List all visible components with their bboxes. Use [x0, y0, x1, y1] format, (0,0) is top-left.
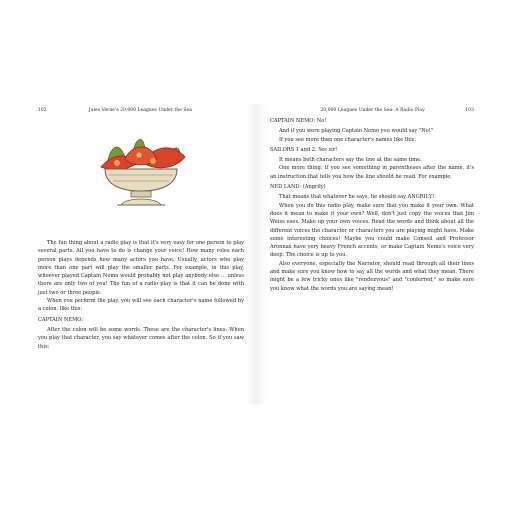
paragraph: When you do this radio play, make sure that you make it your own. What does it mean to make it your own? Well, don't just copy the voices that Jim Weiss uses. Make up your own voices. Read the words and think about all the different voices the character or characters you are playing might have. Make some interesting choices! Maybe you could make Conseil and Professor Aronnax have very heavy French accents, or make Captain Nemo's voice very deep. The choice is up to you.	[270, 202, 474, 259]
paragraph: After the colon will be some words. These are the character's lines. When you play that character, you say whatever comes after the colon. So if you saw this:	[38, 326, 244, 350]
page-number: 103	[465, 108, 474, 113]
left-page-body	[38, 239, 244, 351]
paragraph: If you see more than one character's names like this:	[279, 136, 417, 143]
paragraph: One more thing: If you see something in parentheses after the name, it's an instruction that tells you how the line should be read. For example,	[270, 165, 474, 180]
paragraph: Also everyone, especially the Narrator, should read through all their lines and make sure you know how to say all the words and what they mean. There might be a few tricky ones like "rendezvous" and "conferred," so make sure you know what the words you are saying mean!	[270, 260, 474, 292]
illustration-svg	[87, 119, 195, 219]
page-number: 102	[38, 108, 47, 113]
speaker-example: NED LAND: (Angrily)	[270, 184, 326, 191]
running-head-left	[38, 108, 244, 113]
right-page	[256, 104, 484, 404]
paragraph: And if you were playing Captain Nemo you would say "No!"	[279, 128, 434, 135]
paragraph: The fun thing about a radio play is that it's very easy for one person to play several parts. All you have to do is change your voice! How many roles each person plays depends how many actors you have. Usually, actors who play more than one part will play the smaller parts. For example, in this play, whoever played Captain Nemo would probably not play anybody else ... unless there are only two of you! The fun of a radio play is that it can be done with just two or three people.	[38, 240, 244, 296]
left-page	[28, 104, 256, 404]
right-page-body	[270, 117, 474, 293]
gutter-shadow	[246, 104, 256, 404]
speaker-example: CAPTAIN NEMO: No!	[270, 118, 327, 124]
paragraph: That means that whatever he says, he should say ANGRILY!	[279, 194, 435, 201]
running-head-title: 20,000 Leagues Under the Sea: A Radio Play	[320, 108, 425, 113]
gutter-shadow	[256, 104, 266, 404]
speaker-example: CAPTAIN NEMO:	[38, 316, 84, 323]
paragraph: It means both characters say the line at the same time.	[279, 157, 422, 164]
paragraph: When you perform the play, you will see each character's name followed by a colon, like this:	[38, 298, 244, 313]
speaker-example: SAILORS 1 and 2: Yes sir!	[270, 146, 338, 153]
seafood-bowl-illustration	[38, 117, 244, 239]
book-spread	[28, 104, 484, 404]
running-head-right	[270, 108, 474, 113]
running-head-title: Jules Verne's 20,000 Leagues Under the Sea	[88, 108, 192, 113]
